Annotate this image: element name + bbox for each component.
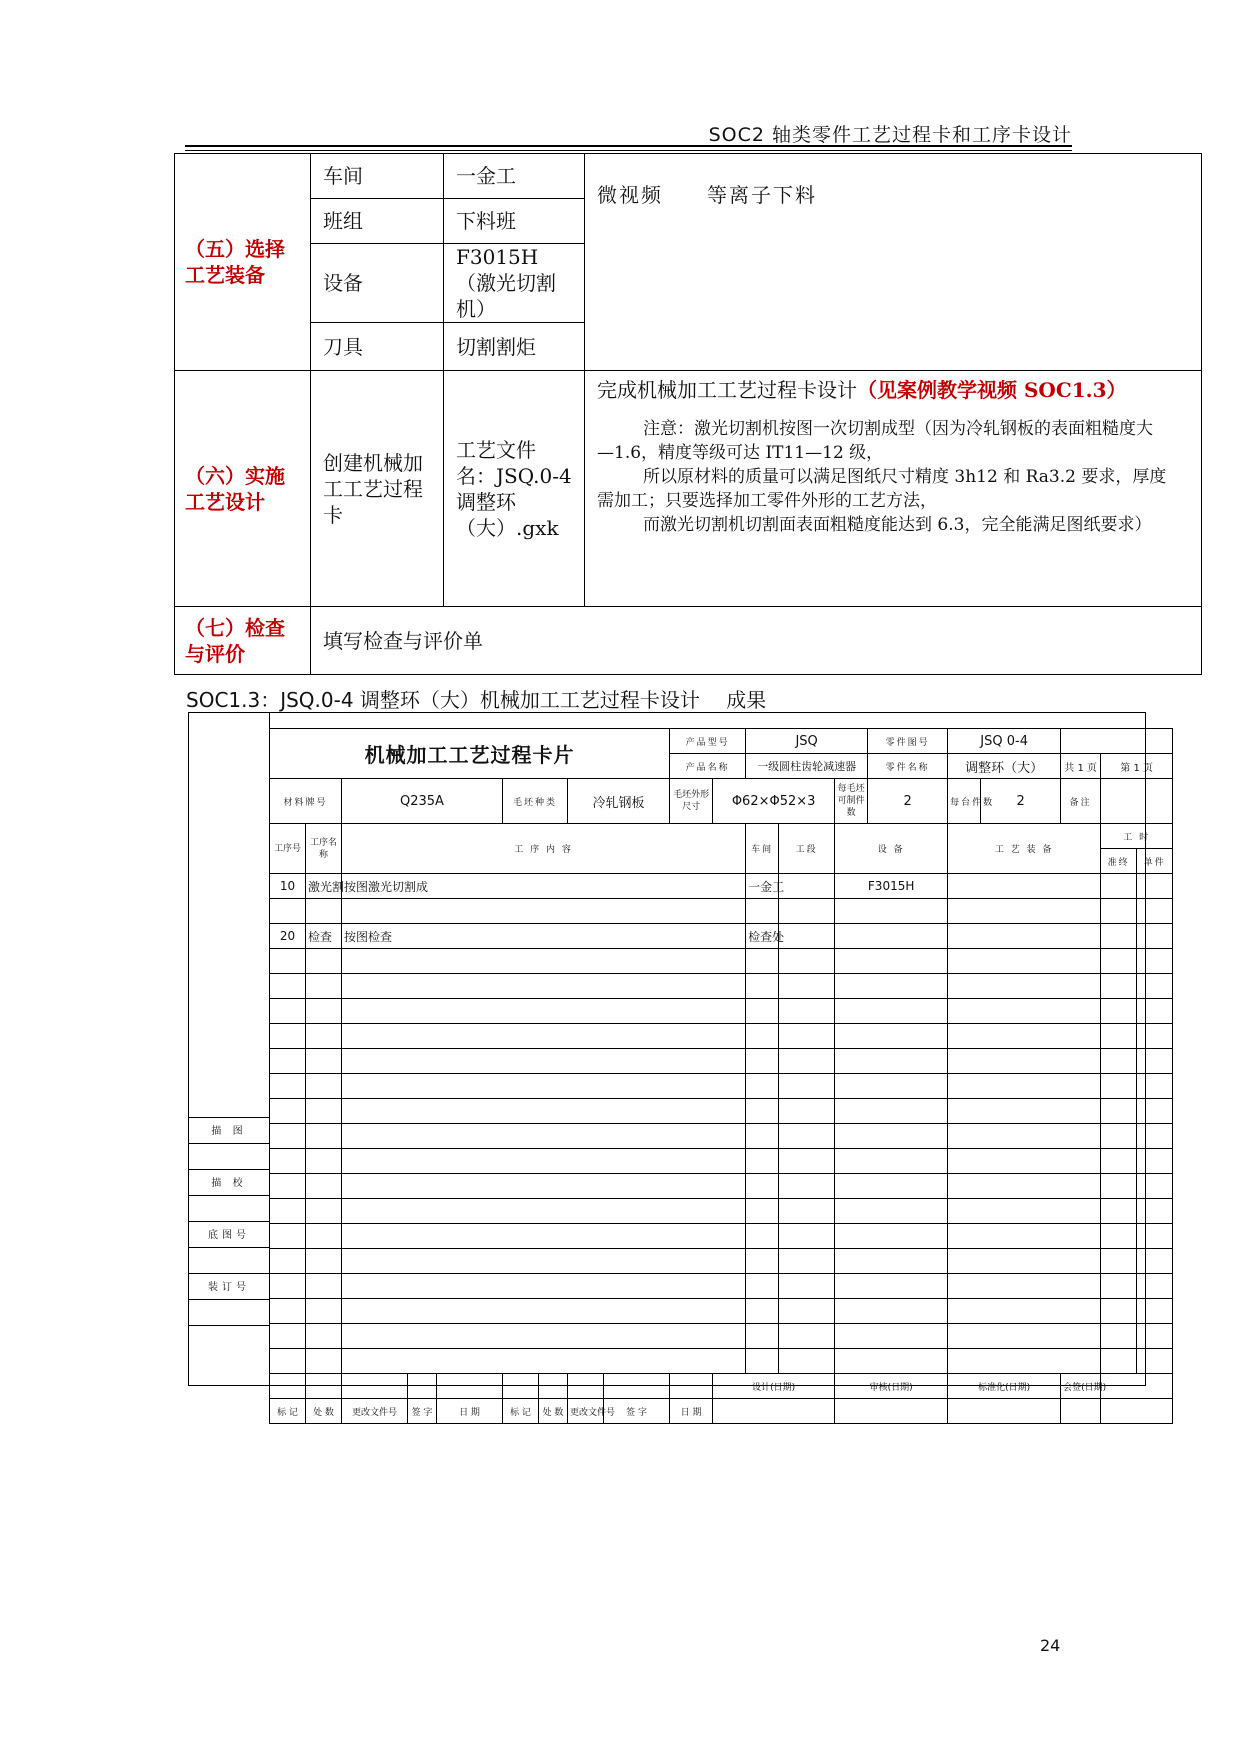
section6-heading-ref: （见案例教学视频 SOC1.3） (857, 378, 1127, 402)
section6-notes (585, 371, 1202, 607)
table-row (270, 874, 1173, 899)
left-label-binding-no: 装订号 (208, 1282, 250, 1293)
process-design-table (174, 153, 1202, 675)
op-no: 20 (270, 924, 306, 949)
label-part-name: 零件名称 (868, 754, 948, 779)
op-no: 10 (270, 874, 306, 899)
note-line-2: —1.6，精度等级可达 IT11—12 级， (597, 443, 884, 463)
note-line-3: 所以原材料的质量可以满足图纸尺寸精度 3h12 和 Ra3.2 要求，厚度 (643, 467, 1167, 487)
section5-label-equipment: 设备 (311, 244, 444, 323)
sign-design: 设计(日期) (713, 1374, 835, 1399)
label-blank-size: 毛坯外形尺寸 (670, 779, 713, 824)
value-blank-type: 冷轧钢板 (568, 779, 670, 824)
op-equipment (835, 924, 948, 949)
table-row (270, 924, 1173, 949)
note-line-4: 需加工；只要选择加工零件外形的工艺方法， (597, 491, 937, 511)
op-workshop: 检查处 (746, 924, 779, 949)
card-caption: SOC1.3：JSQ.0-4 调整环（大）机械加工工艺过程卡设计 成果 (186, 688, 767, 712)
col-header-tooling: 工 艺 装 备 (948, 824, 1101, 874)
note-line-1: 注意：激光切割机按图一次切割成型（因为冷轧钢板的表面粗糙度大 (643, 419, 1153, 439)
value-part-no: JSQ 0-4 (948, 729, 1061, 754)
col-header-section: 工段 (779, 824, 835, 874)
section5-value-team: 下料班 (444, 199, 585, 244)
label-blank-type: 毛坯种类 (503, 779, 568, 824)
note-line-5: 而激光切割机切割面表面粗糙度能达到 6.3，完全能满足图纸要求） (643, 515, 1152, 535)
col-header-op-no: 工序号 (270, 824, 306, 874)
op-name: 检查 (306, 924, 342, 949)
section6-task: 创建机械加工工艺过程卡 (311, 371, 444, 607)
footer-sign-2: 签 字 (604, 1399, 670, 1424)
section5-label-workshop: 车间 (311, 154, 444, 199)
op-section (779, 924, 835, 949)
card-left-margin (189, 713, 270, 1385)
footer-change-doc-1: 更改文件号 (342, 1399, 408, 1424)
label-product-name: 产品名称 (670, 754, 746, 779)
section5-value-workshop: 一金工 (444, 154, 585, 199)
label-per-unit: 每台件数 (948, 779, 981, 824)
col-header-workshop: 车间 (746, 824, 779, 874)
value-per-unit: 2 (981, 779, 1061, 824)
col-header-op-name: 工序名称 (306, 824, 342, 874)
value-product-model: JSQ (746, 729, 868, 754)
table-row (270, 899, 1173, 924)
value-blank-size: Φ62×Φ52×3 (713, 779, 835, 824)
header-rule-thin (185, 150, 1072, 151)
section6-heading: 完成机械加工工艺过程卡设计 (597, 378, 857, 402)
process-card (188, 712, 1166, 1418)
section5-value-tool: 切割割炬 (444, 323, 585, 371)
page-count: 第 1 页 (1101, 754, 1173, 779)
col-header-content: 工 序 内 容 (342, 824, 746, 874)
sign-standard: 标准化(日期) (948, 1374, 1061, 1399)
col-header-prep: 准终 (1101, 849, 1137, 874)
footer-change-doc-2: 更改文件号 (568, 1399, 604, 1424)
process-card-table (269, 728, 1173, 1424)
footer-mark-1: 标 记 (270, 1399, 306, 1424)
section5-value-equipment: F3015H（激光切割机） (444, 244, 585, 323)
left-label-check: 描 校 (211, 1178, 247, 1189)
label-part-no: 零件图号 (868, 729, 948, 754)
total-pages: 共 1 页 (1061, 754, 1101, 779)
label-material: 材料牌号 (270, 779, 342, 824)
op-section (779, 874, 835, 899)
section6-file: 工艺文件名：JSQ.0-4调整环（大）.gxk (444, 371, 585, 607)
section5-label-team: 班组 (311, 199, 444, 244)
section6-title: （六）实施工艺设计 (175, 371, 311, 607)
label-remark: 备注 (1061, 779, 1101, 824)
value-material: Q235A (342, 779, 503, 824)
footer-date-2: 日 期 (670, 1399, 713, 1424)
footer-mark-2: 标 记 (503, 1399, 539, 1424)
section7-title: （七）检查与评价 (175, 607, 311, 675)
label-product-model: 产品型号 (670, 729, 746, 754)
value-part-name: 调整环（大） (948, 754, 1061, 779)
card-title: 机械加工工艺过程卡片 (270, 729, 670, 779)
footer-count-2: 处 数 (539, 1399, 568, 1424)
op-equipment: F3015H (835, 874, 948, 899)
label-per-blank: 每毛坯可制件数 (835, 779, 868, 824)
section7-content: 填写检查与评价单 (311, 607, 1202, 675)
col-header-unit: 单件 (1137, 849, 1173, 874)
sign-countersign: 会签(日期) (1061, 1374, 1101, 1399)
page-header-title: SOC2 轴类零件工艺过程卡和工序卡设计 (708, 124, 1072, 146)
value-per-blank: 2 (868, 779, 948, 824)
sign-review: 审核(日期) (835, 1374, 948, 1399)
section5-label-tool: 刀具 (311, 323, 444, 371)
op-content: 按图检查 (342, 924, 746, 949)
op-content: 按图激光切割成 (342, 874, 746, 899)
value-product-name: 一级圆柱齿轮减速器 (746, 754, 868, 779)
footer-date-1: 日 期 (437, 1399, 503, 1424)
col-header-equipment: 设 备 (835, 824, 948, 874)
footer-count-1: 处 数 (306, 1399, 342, 1424)
op-name: 激光割 (306, 874, 342, 899)
section5-video: 微视频 等离子下料 (585, 154, 1202, 371)
page-number: 24 (1040, 1636, 1061, 1655)
header-rule (185, 145, 1072, 147)
col-header-time: 工 时 (1101, 824, 1173, 849)
section5-title: （五）选择工艺装备 (175, 154, 311, 371)
op-workshop: 一金工 (746, 874, 779, 899)
left-label-base-no: 底图号 (208, 1230, 250, 1241)
footer-sign-1: 签 字 (408, 1399, 437, 1424)
left-label-trace: 描 图 (211, 1126, 247, 1137)
